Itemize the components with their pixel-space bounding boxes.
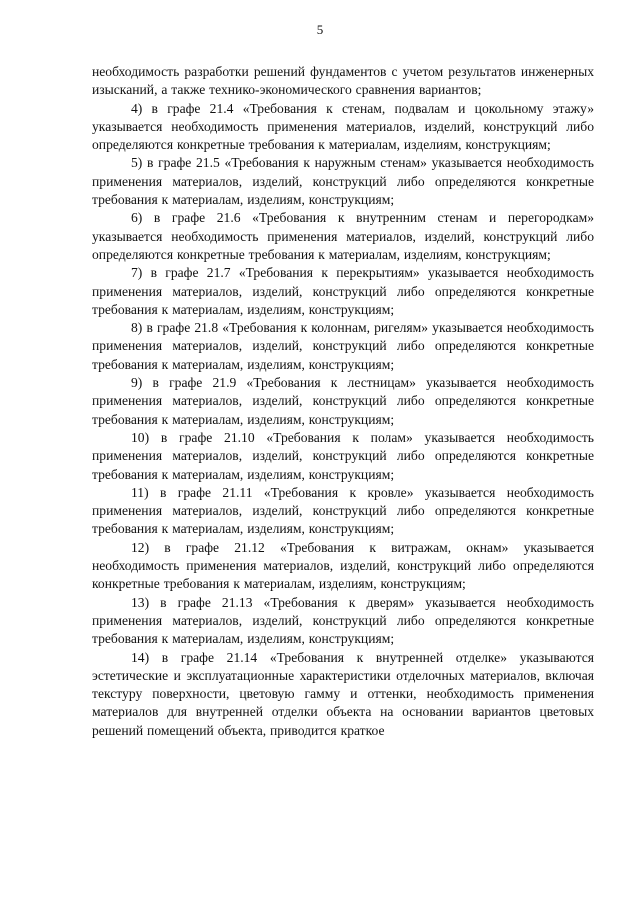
paragraph-item-10: 10) в графе 21.10 «Требования к полам» указывается необходимость применения материалов, изделий, конструкций либо определяются конкретные требования к материалам, изделиям, конструкциям;: [92, 429, 594, 482]
paragraph-continuation: необходимость разработки решений фундаментов с учетом результатов инженерных изысканий, а также технико-экономического сравнения вариантов;: [92, 64, 594, 98]
paragraph-item-5: 5) в графе 21.5 «Требования к наружным стенам» указывается необходимость применения материалов, изделий, конструкций либо определяются конкретные требования к материалам, изделиям, конструкциям;: [92, 155, 594, 208]
paragraph-item-14: 14) в графе 21.14 «Требования к внутренней отделке» указываются эстетические и эксплуатационные характеристики отделочных материалов, включая текстуру поверхности, цветовую гамму и оттенки, необходимость применения материалов для внутренней отделки объекта на основании вариантов цветовых решений помещений объекта, приводится краткое: [92, 649, 594, 738]
paragraph-item-7: 7) в графе 21.7 «Требования к перекрытиям» указывается необходимость применения материалов, изделий, конструкций либо определяются конкретные требования к материалам, изделиям, конструкциям;: [92, 265, 594, 317]
paragraph-item-6: 6) в графе 21.6 «Требования к внутренним стенам и перегородкам» указывается необходимость применения материалов, изделий, конструкций либо определяются конкретные требования к материалам, изделиям, конструкциям;: [92, 210, 594, 262]
paragraph-item-4: 4) в графе 21.4 «Требования к стенам, подвалам и цокольному этажу» указывается необходимость применения материалов, изделий, конструкций либо определяются конкретные требования к материалам, изделиям, конструкциям;: [92, 100, 594, 153]
paragraph-item-9: 9) в графе 21.9 «Требования к лестницам» указывается необходимость применения материалов, изделий, конструкций либо определяются конкретные требования к материалам, изделиям, конструкциям;: [92, 375, 594, 427]
document-body: [92, 63, 594, 740]
paragraph-item-12: 12) в графе 21.12 «Требования к витражам, окнам» указывается необходимость применения материалов, изделий, конструкций либо определяются конкретные требования к материалам, изделиям, конструкциям;: [92, 539, 594, 592]
paragraph-item-8: 8) в графе 21.8 «Требования к колоннам, ригелям» указывается необходимость применения материалов, изделий, конструкций либо определяются конкретные требования к материалам, изделиям, конструкциям;: [92, 320, 594, 372]
paragraph-item-11: 11) в графе 21.11 «Требования к кровле» указывается необходимость применения материалов, изделий, конструкций либо определяются конкретные требования к материалам, изделиям, конструкциям;: [92, 484, 594, 537]
paragraph-item-13: 13) в графе 21.13 «Требования к дверям» указывается необходимость применения материалов, изделий, конструкций либо определяются конкретные требования к материалам, изделиям, конструкциям;: [92, 594, 594, 647]
page-number: 5: [316, 22, 324, 37]
